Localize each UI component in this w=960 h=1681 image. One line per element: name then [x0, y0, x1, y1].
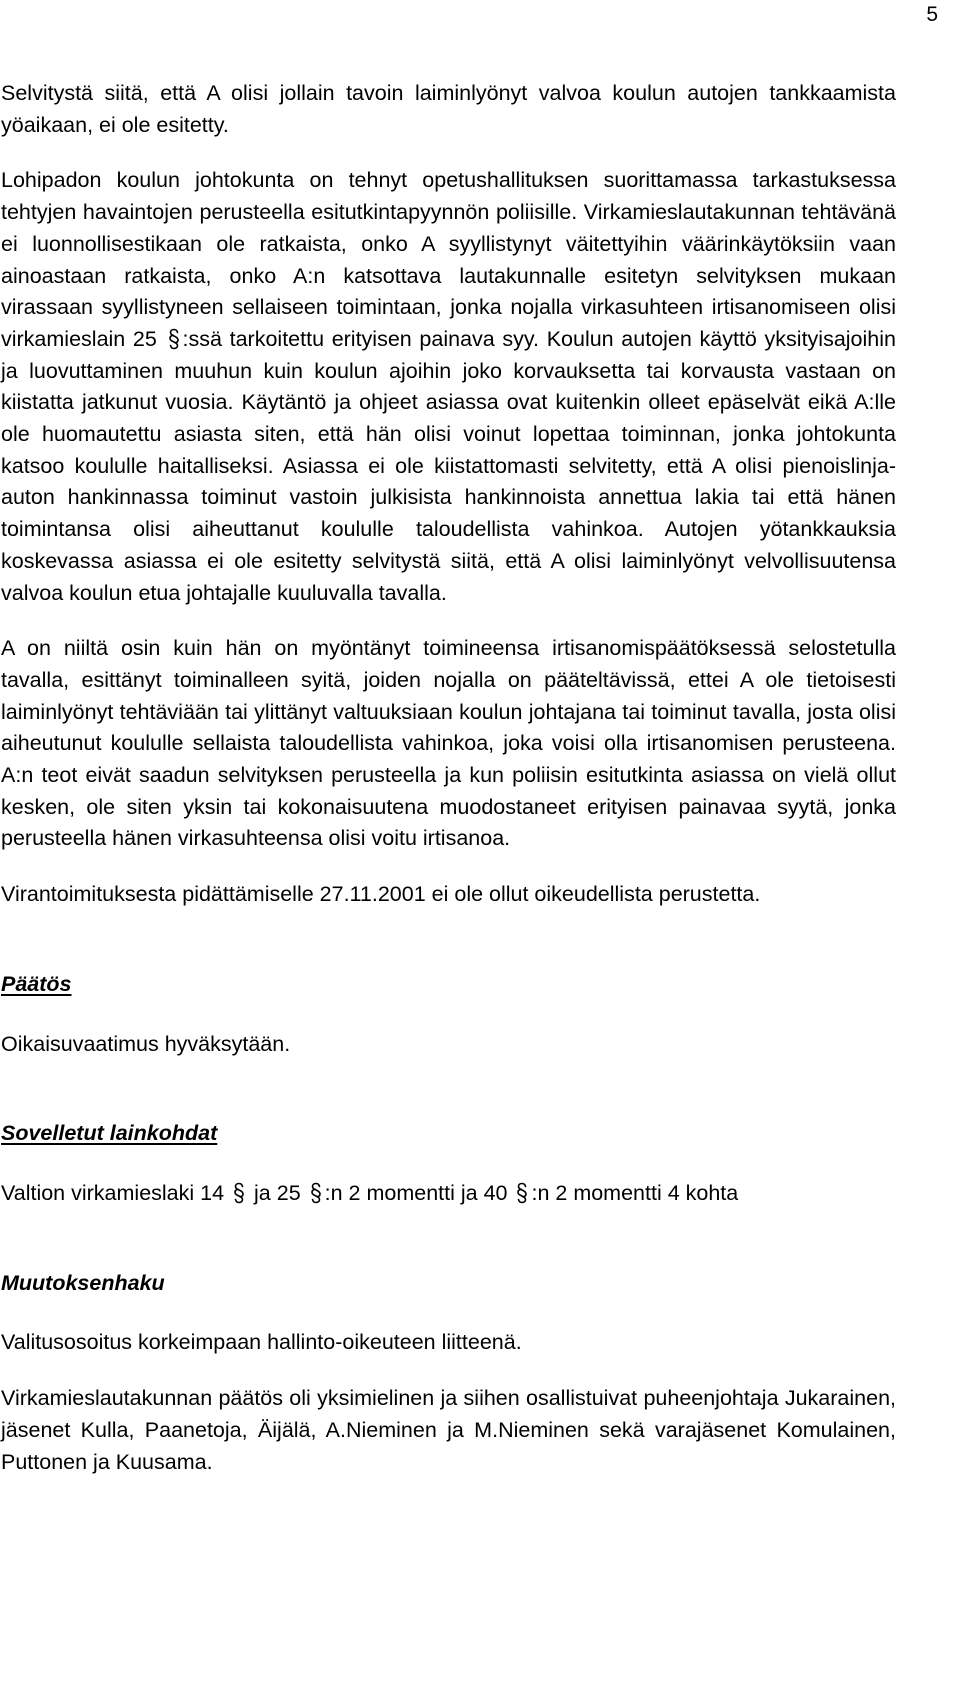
- paragraph-2-continuation: :ssä tarkoitettu erityisen painava syy. Koulun autojen käyttö yksityisajoihin ja luovuttaminen muuhun kuin koulun ajoihin joko korvauksetta tai korvausta vastaan on kiistatta jatkunut vuosia. Käytäntö ja ohjeet asiassa ovat kuitenkin olleet epäselvät eikä A:lle ole huomautettu asiasta siten, että hän olisi voinut lopettaa toiminnan, jonka johtokunta katsoo koululle haitalliseksi. Asiassa ei ole kiistattomasti selvitetty, että A olisi pienoislinja-auton hankinnassa toiminut vastoin julkisista hankinnoista annettua lakia tai että hänen toimintansa olisi aiheuttanut koululle taloudellista vahinkoa. Autojen yötankkauksia koskevassa asiassa ei ole esitetty selvitystä siitä, että A olisi laiminlyönyt velvollisuutensa valvoa koulun etua johtajalle kuuluvalla tavalla.: [1, 326, 896, 605]
- section-sign-icon: [167, 328, 181, 350]
- paragraph-3: A on niiltä osin kuin hän on myöntänyt toimineensa irtisanomispäätöksessä selostetulla tavalla, esittänyt toiminalleen syitä, joiden nojalla on pääteltävissä, ettei A ole tietoisesti laiminlyönyt tehtäviään tai ylittänyt valtuuksiaan koulun johtajana tai toiminut tavalla, josta olisi aiheutunut koululle sellaista taloudellista vahinkoa, joka voisi olla irtisanomisen perusteena. A:n teot eivät saadun selvityksen perusteella ja kun poliisin esitutkinta asiassa on vielä ollut kesken, ole siten yksin tai kokonaisuutena muodostaneet erityisen painavaa syytä, jonka perusteella hänen virkasuhteensa olisi voitu irtisanoa.: [1, 636, 896, 851]
- section-sign-icon: [515, 1182, 529, 1204]
- decision-text: Oikaisuvaatimus hyväksytään.: [1, 1031, 291, 1056]
- heading-applied-law: Sovelletut lainkohdat: [1, 1121, 218, 1146]
- applied-law-part-a: Valtion virkamieslaki 14: [1, 1180, 225, 1205]
- heading-appeal: Muutoksenhaku: [1, 1270, 165, 1295]
- paragraph-1: Selvitystä siitä, että A olisi jollain tavoin laiminlyönyt valvoa koulun autojen tankkaamista yöaikaan, ei ole esitetty.: [1, 81, 896, 137]
- applied-law-part-d: :n 2 momentti 4 kohta: [531, 1180, 739, 1205]
- paragraph-4: Virantoimituksesta pidättämiselle 27.11.2001 ei ole ollut oikeudellista perustetta.: [1, 882, 761, 907]
- section-sign-icon: [309, 1182, 323, 1204]
- closing-paragraph: Virkamieslautakunnan päätös oli yksimielinen ja siihen osallistuivat puheenjohtaja Jukarainen, jäsenet Kulla, Paanetoja, Äijälä, A.Nieminen ja M.Nieminen sekä varajäsenet Komulainen, Puttonen ja Kuusama.: [1, 1386, 896, 1474]
- paragraph-2: [1, 165, 896, 609]
- applied-law-part-b: ja 25: [254, 1180, 301, 1205]
- page-number: 5: [926, 3, 938, 26]
- applied-law-text: [1, 1178, 896, 1210]
- paragraph-2-text: Lohipadon koulun johtokunta on tehnyt opetushallituksen suorittamassa tarkastuksessa tehtyjen havaintojen perusteella esitutkintapyynnön poliisille. Virkamieslautakunnan tehtävänä ei luonnollisestikaan ole ratkaista, onko A syyllistynyt väitettyihin väärinkäytöksiin vaan ainoastaan ratkaista, onko A:n katsottava lautakunnalle esitetyn selvityksen mukaan virassaan syyllistyneen sellaiseen toimintaan, jonka nojalla virkasuhteen irtisanomiseen olisi virkamieslain 25: [1, 168, 896, 351]
- heading-decision: Päätös: [1, 971, 72, 996]
- document-body: [1, 78, 896, 1478]
- applied-law-part-c: :n 2 momentti ja 40: [324, 1180, 508, 1205]
- appeal-text: Valitusosoitus korkeimpaan hallinto-oikeuteen liitteenä.: [1, 1330, 522, 1355]
- section-sign-icon: [232, 1182, 246, 1204]
